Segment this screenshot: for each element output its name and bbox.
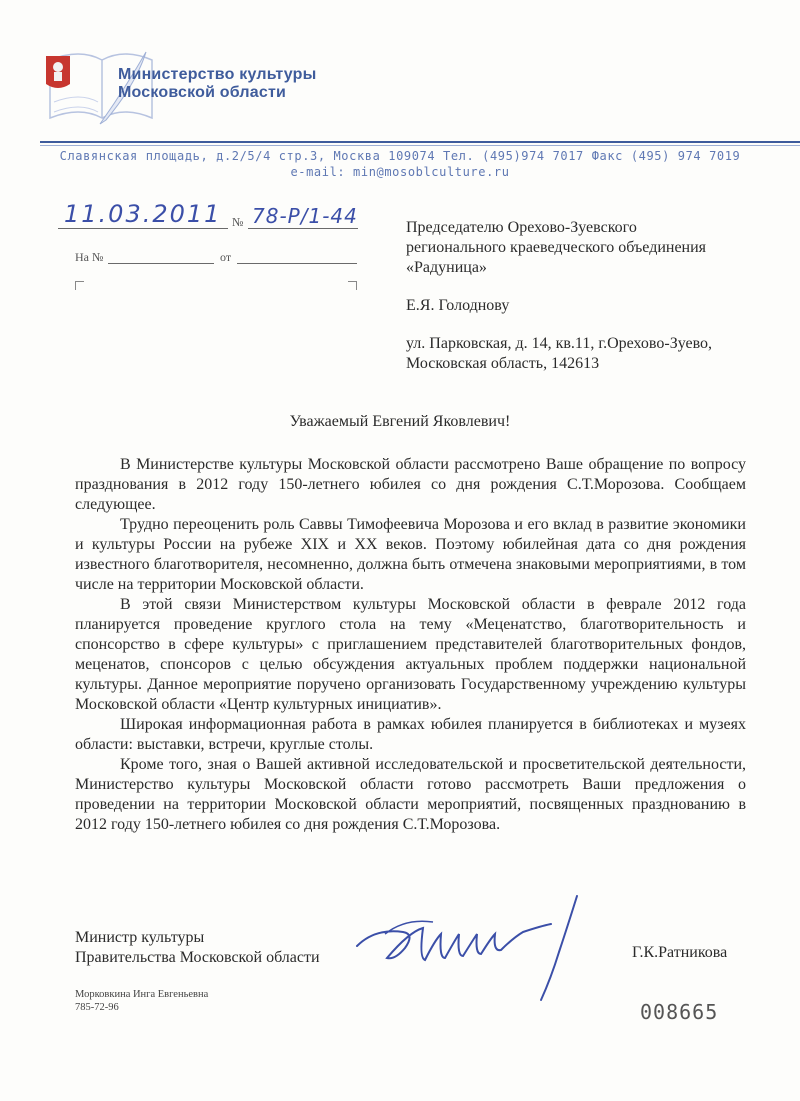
ministry-title: [118, 66, 317, 102]
executor-phone: 785-72-96: [75, 1002, 119, 1013]
registration-date: 11.03.2011: [64, 200, 222, 228]
salutation: Уважаемый Евгений Яковлевич!: [289, 413, 511, 430]
subject-corner-right: [348, 281, 357, 290]
executor-info: [75, 988, 208, 1014]
letterhead-address: Славянская площадь, д.2/5/4 стр.3, Москва 109074 Тел. (495)974 7017 Факс (495) 974 7019: [59, 149, 741, 163]
recipient-address-line1: ул. Парковская, д. 14, кв.11, г.Орехово-Зуево,: [406, 335, 713, 352]
signatory-title: [75, 928, 320, 968]
letter-body: [75, 455, 746, 835]
registration-number-field: [248, 198, 358, 229]
signatory-title-line1: Министр культуры: [75, 929, 205, 946]
body-paragraph: Трудно переоценить роль Саввы Тимофеевича Морозова и его вклад в развитие экономики и культуры России на рубеже XIX и XX веков. Поэтому юбилейная дата со дня рождения известного благотворителя, несомненно, должна быть отмечена знаковыми мероприятиями, в том числе на территории Московской области.: [75, 516, 746, 593]
reply-to-label: На №: [75, 250, 104, 264]
recipient-name: Е.Я. Голоднову: [406, 297, 510, 314]
handwritten-signature: [345, 888, 595, 1008]
signatory-title-line2: Правительства Московской области: [75, 949, 320, 966]
recipient-line: регионального краеведческого объединения: [406, 239, 707, 256]
letterhead-email: e-mail: min@mosoblculture.ru: [290, 165, 510, 179]
header-divider: [40, 141, 800, 143]
number-sign-label: №: [232, 215, 244, 229]
header-divider-thin: [40, 145, 800, 146]
registration-number: 78-Р/1-44: [252, 204, 358, 228]
ministry-title-line1: Министерство культуры: [118, 66, 317, 83]
reply-date-label: от: [220, 250, 232, 264]
reply-to-blank: [108, 263, 214, 264]
reply-date-blank: [237, 263, 357, 264]
ministry-title-line2: Московской области: [118, 84, 287, 101]
signatory-name: Г.К.Ратникова: [632, 944, 728, 961]
recipient-block: [406, 218, 712, 374]
executor-name: Морковкина Инга Евгеньевна: [75, 989, 209, 1000]
letterhead-contacts: [0, 148, 800, 180]
recipient-address-line2: Московская область, 142613: [406, 355, 600, 372]
body-paragraph: Кроме того, зная о Вашей активной исследовательской и просветительской деятельности, Министерство культуры Московской области готово рассмотреть Ваши предложения о проведении на территории Московской области мероприятий, посвященных празднованию в 2012 году 150-летнего юбилея со дня рождения С.Т.Морозова.: [75, 756, 746, 833]
recipient-line: «Радуница»: [406, 259, 487, 276]
body-paragraph: Широкая информационная работа в рамках юбилея планируется в библиотеках и музеях области: выставки, встречи, круглые столы.: [75, 716, 746, 753]
registration-date-field: [58, 198, 228, 229]
body-paragraph: В Министерстве культуры Московской области рассмотрено Ваше обращение по вопросу празднования в 2012 году 150-летнего юбилея со дня рождения С.Т.Морозова. Сообщаем следующее.: [75, 456, 746, 513]
recipient-line: Председателю Орехово-Зуевского: [406, 219, 637, 236]
subject-corner-left: [75, 281, 84, 290]
body-paragraph: В этой связи Министерством культуры Московской области в феврале 2012 года планируется проведение круглого стола на тему «Меценатство, благотворительность и спонсорство в сфере культуры» с приглашением представителей благотворительных фондов, меценатов, спонсоров с целью обсуждения актуальных проблем поддержки национальной культуры. Данное мероприятие поручено организовать Государственному учреждению культуры Московской области «Центр культурных инициатив».: [75, 596, 746, 713]
serial-number: 008665: [640, 1000, 719, 1024]
